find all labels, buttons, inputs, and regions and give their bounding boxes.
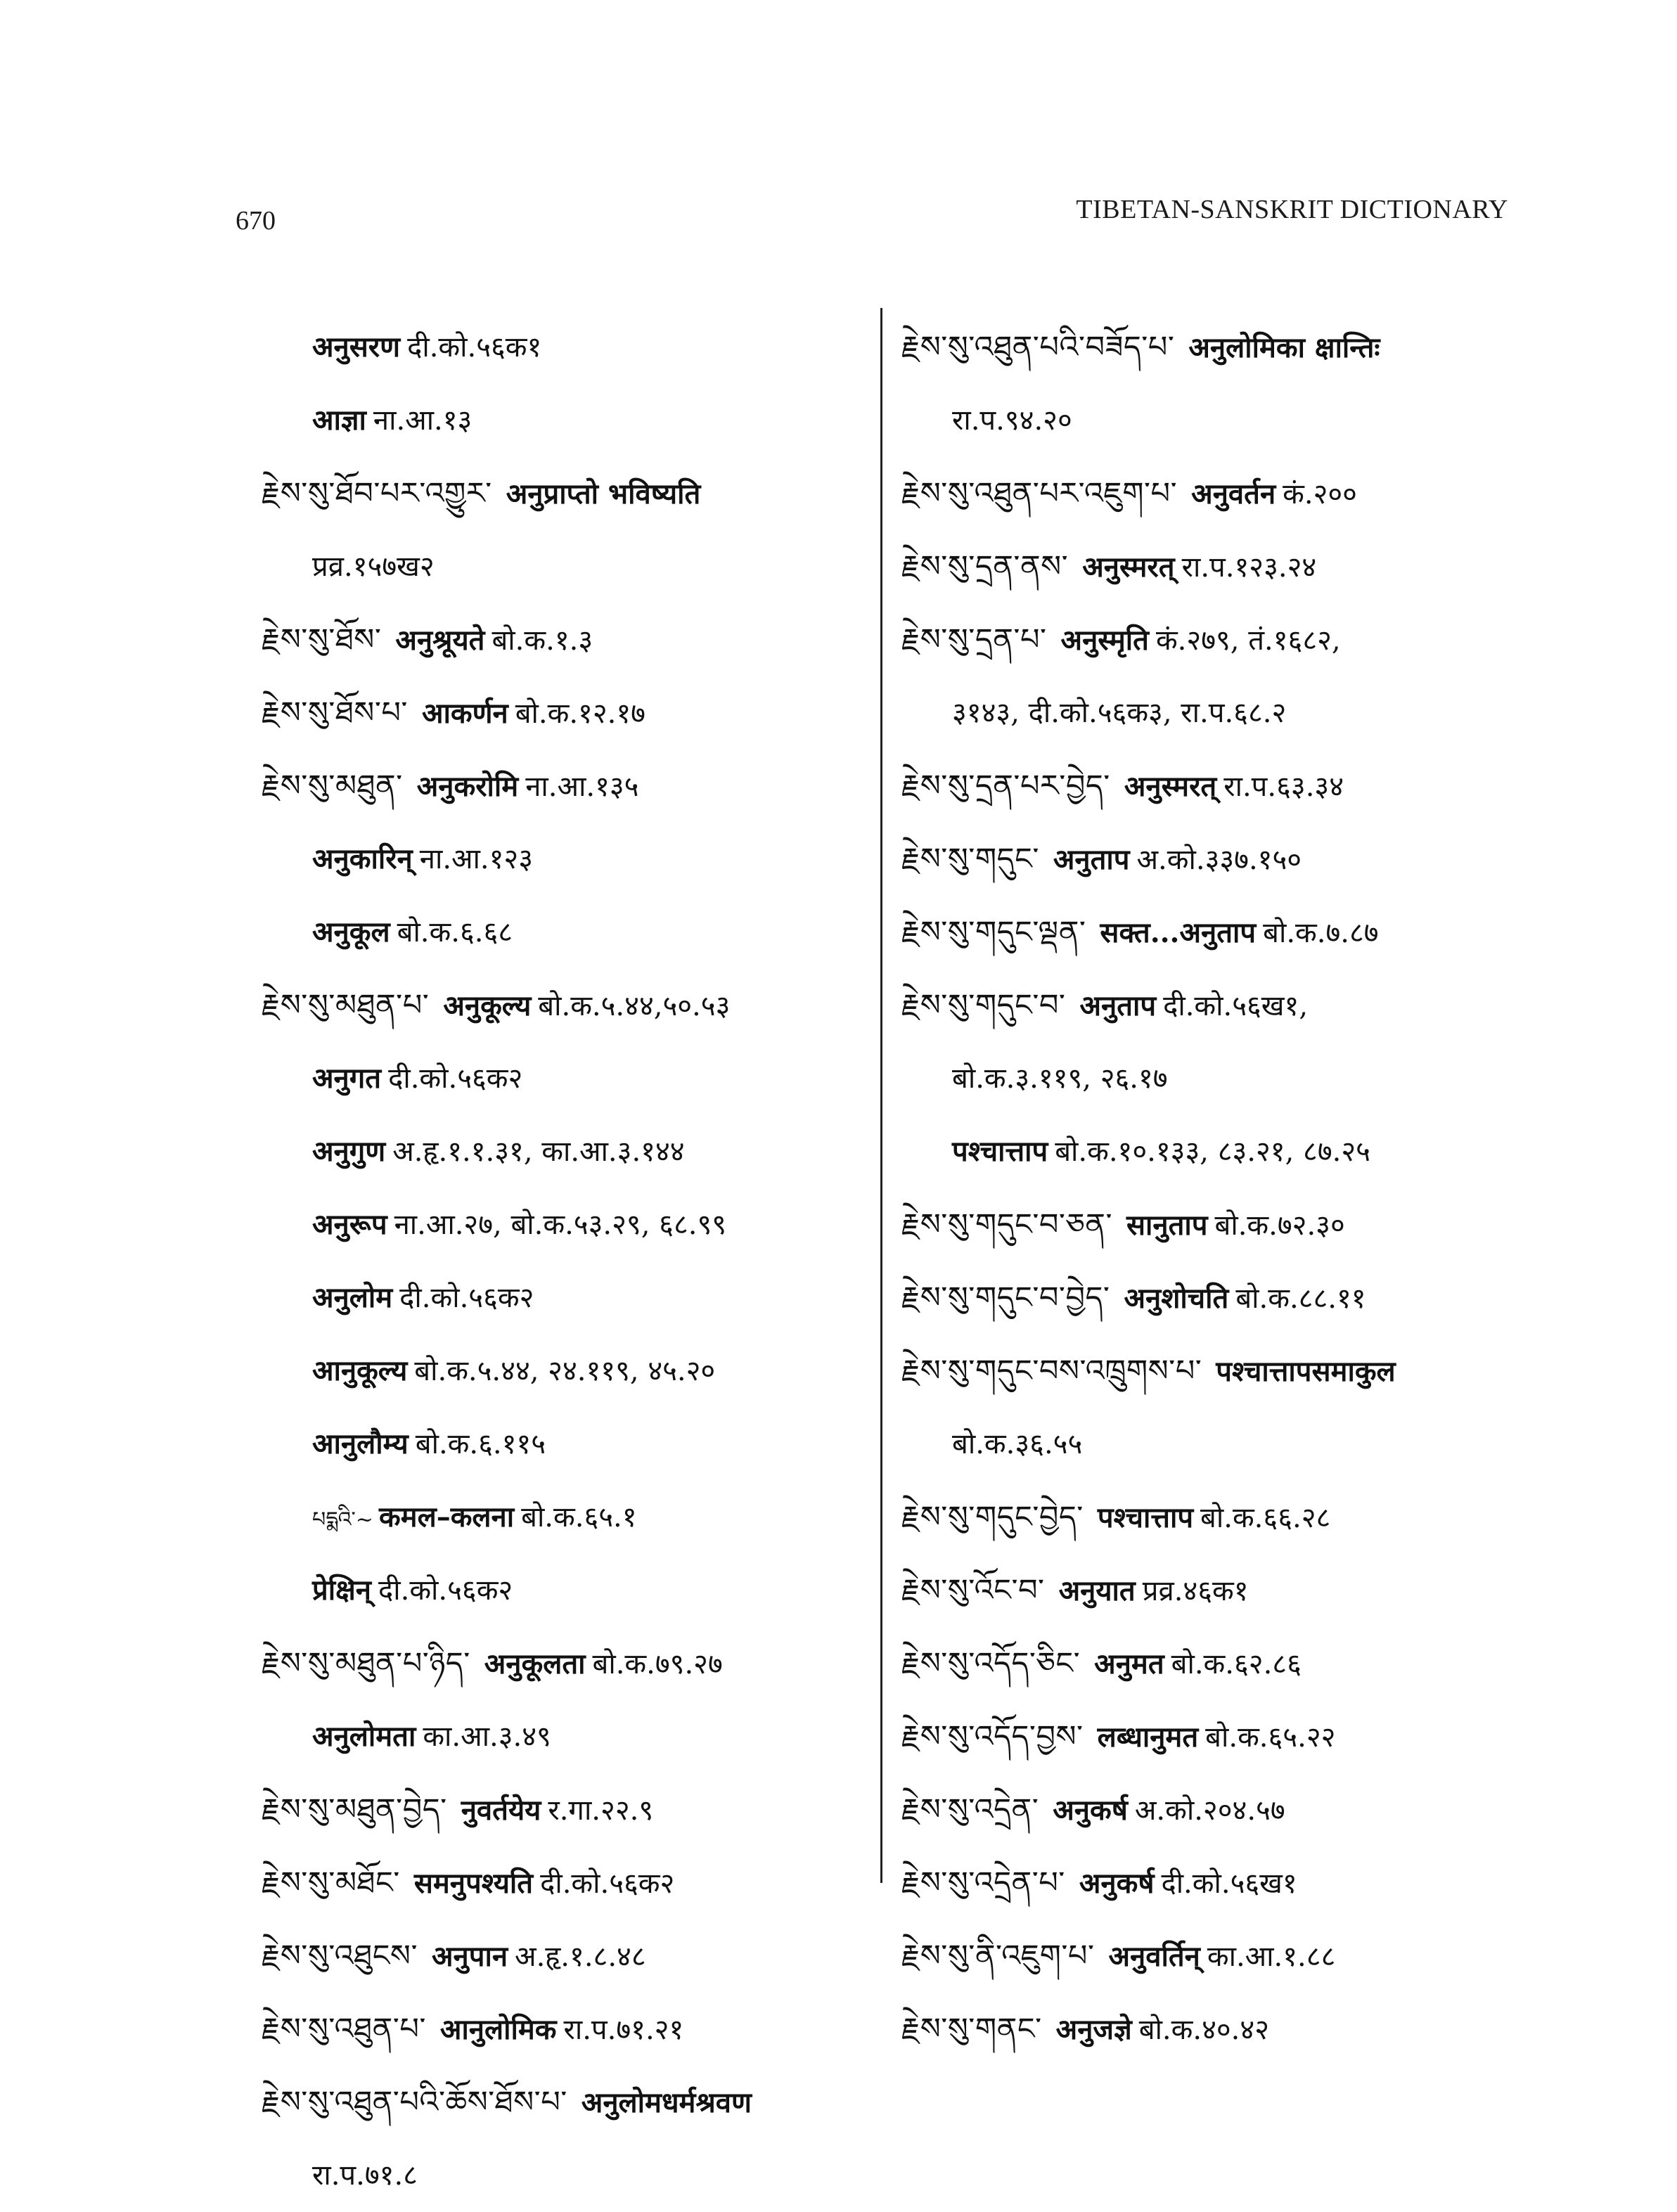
dictionary-entry <box>901 311 1534 384</box>
dictionary-entry <box>262 969 866 1042</box>
dictionary-entry <box>901 603 1534 676</box>
source-reference: प्रव्र.१५७ख२ <box>312 551 435 583</box>
tibetan-headword: རྗེས་སུ་འཐུན་པར་འཇུག་པ་ <box>901 476 1178 511</box>
sanskrit-equivalent: अनुकूल्य <box>443 989 532 1022</box>
sanskrit-equivalent: अनुमत <box>1094 1647 1164 1680</box>
dictionary-entry <box>262 603 866 676</box>
dictionary-entry <box>901 1335 1534 1408</box>
tibetan-headword: རྗེས་སུ་གདུང་ <box>901 842 1039 877</box>
tibetan-headword: རྗེས་སུ་མཐུན་བྱེད་ <box>262 1792 447 1827</box>
dictionary-entry <box>901 1554 1534 1627</box>
source-reference: बो.क.८८.११ <box>1235 1282 1366 1315</box>
sanskrit-equivalent: लब्धानुमत <box>1097 1721 1199 1754</box>
source-reference: रा.प.१२३.२४ <box>1181 551 1317 584</box>
dictionary-entry <box>262 1846 866 1920</box>
sanskrit-equivalent: अनुकूल <box>312 915 390 949</box>
source-reference: अ.को.३३७.१५० <box>1136 844 1302 876</box>
sanskrit-equivalent: आज्ञा <box>312 404 366 437</box>
sanskrit-equivalent: अनुवर्तन <box>1191 477 1276 510</box>
sanskrit-equivalent: अनुलोम <box>312 1281 393 1314</box>
dictionary-entry <box>901 1993 1534 2066</box>
sanskrit-equivalent: अनुकर्ष <box>1079 1867 1155 1900</box>
tibetan-headword: རྗེས་སུ་ནི་འཇུག་པ་ <box>901 1938 1095 1974</box>
source-reference: बो.क.६६.२८ <box>1200 1502 1331 1534</box>
page-number: 670 <box>236 206 276 236</box>
tibetan-headword: རྗེས་སུ་མཐུན་ <box>262 769 403 804</box>
source-reference: रा.प.६३.३४ <box>1223 771 1344 803</box>
source-reference: अ.हृ.१.८.४८ <box>515 1941 646 1973</box>
sanskrit-equivalent: पश्चात्ताप <box>952 1135 1048 1168</box>
column-divider <box>880 308 882 1883</box>
sanskrit-equivalent: अनुस्मरत् <box>1124 770 1217 803</box>
source-reference: बो.क.५.४४, २४.११९, ४५.२० <box>414 1355 716 1387</box>
dictionary-entry <box>901 1846 1534 1920</box>
tibetan-headword: རྗེས་སུ་གནང་ <box>901 2012 1042 2047</box>
dictionary-entry <box>262 750 866 823</box>
source-reference: बो.क.७.८७ <box>1263 917 1379 949</box>
source-reference: बो.क.१०.१३३, ८३.२१, ८७.२५ <box>1055 1136 1370 1168</box>
source-reference: रा.प.७१.२१ <box>563 2014 684 2046</box>
sanskrit-equivalent: अनुकारिन् <box>312 842 413 875</box>
tibetan-headword: རྗེས་སུ་མཐོང་ <box>262 1865 400 1901</box>
sub-entry <box>262 1335 866 1408</box>
tibetan-headword: རྗེས་སུ་འཐུན་པ་ <box>262 2012 426 2047</box>
sanskrit-equivalent: नुवर्तयेय <box>461 1794 541 1827</box>
entry-continuation <box>901 384 1534 457</box>
tibetan-prefix: པདྨའི་~ <box>312 1507 373 1532</box>
source-reference: बो.क.५.४४,५०.५३ <box>538 990 731 1022</box>
tibetan-headword: རྗེས་སུ་མཐུན་པ་ <box>262 988 430 1023</box>
sub-entry <box>262 1115 866 1188</box>
source-reference: दी.को.५६क२ <box>399 1282 534 1314</box>
tibetan-headword: རྗེས་སུ་འཐུན་པའི་ཆོས་ཐོས་པ་ <box>262 2085 567 2120</box>
source-reference: दी.को.५६क१ <box>407 331 542 364</box>
dictionary-entry <box>901 1261 1534 1335</box>
source-reference: अ.हृ.१.१.३१, का.आ.३.१४४ <box>392 1136 685 1168</box>
source-reference: अ.को.२०४.५७ <box>1134 1794 1285 1827</box>
source-reference: कं.२०० <box>1283 478 1357 510</box>
source-reference: बो.क.७९.२७ <box>592 1648 723 1680</box>
tibetan-headword: རྗེས་སུ་འདྲེན་ <box>901 1792 1039 1827</box>
tibetan-headword: རྗེས་སུ་གདུང་ལྡན་ <box>901 915 1086 950</box>
tibetan-headword: རྗེས་སུ་མཐུན་པ་ཉིད་ <box>262 1646 470 1681</box>
entry-continuation <box>901 676 1534 750</box>
sanskrit-equivalent: अनुयात <box>1058 1574 1136 1607</box>
sanskrit-equivalent: अनुगुण <box>312 1135 386 1168</box>
source-reference: बो.क.३६.५५ <box>952 1428 1083 1460</box>
sanskrit-equivalent: अनुसरण <box>312 330 401 364</box>
sanskrit-equivalent: अनुगत <box>312 1062 382 1095</box>
tibetan-headword: རྗེས་སུ་དྲན་ནས་ <box>901 549 1069 584</box>
dictionary-entry <box>901 457 1534 530</box>
sub-entry <box>262 311 866 384</box>
sanskrit-equivalent: आनुकूल्य <box>312 1354 408 1387</box>
dictionary-entry <box>901 896 1534 969</box>
entry-continuation <box>262 530 866 603</box>
dictionary-entry <box>901 1773 1534 1846</box>
sub-entry <box>901 1115 1534 1188</box>
sanskrit-equivalent: अनुस्मरत् <box>1082 551 1175 584</box>
source-reference: दी.को.५६क२ <box>378 1574 513 1607</box>
sanskrit-equivalent: समनुपश्यति <box>413 1867 534 1900</box>
dictionary-entry <box>901 1481 1534 1554</box>
source-reference: दी.को.५६क२ <box>388 1062 523 1095</box>
tibetan-headword: རྗེས་སུ་ཐོས་ <box>262 622 382 657</box>
source-reference: ना.आ.१२३ <box>419 843 534 875</box>
sub-entry <box>262 823 866 896</box>
dictionary-entry <box>262 1627 866 1700</box>
source-reference: दी.को.५६ख१ <box>1161 1867 1297 1900</box>
sanskrit-equivalent: अनुकरोमि <box>416 770 519 803</box>
sanskrit-equivalent: अनुरूप <box>312 1208 387 1241</box>
sub-entry <box>262 1261 866 1335</box>
source-reference: का.आ.३.४९ <box>423 1721 551 1753</box>
tibetan-headword: རྗེས་སུ་འདོད་ཅིང་ <box>901 1646 1081 1681</box>
tibetan-headword: རྗེས་སུ་འདོད་བྱས་ <box>901 1719 1084 1754</box>
sanskrit-equivalent: अनुप्राप्तो भविष्यति <box>506 477 701 510</box>
left-column <box>262 311 866 2212</box>
source-reference: बो.क.४०.४२ <box>1138 2014 1269 2046</box>
dictionary-entry <box>901 1188 1534 1261</box>
sanskrit-equivalent: अनुकूलता <box>484 1647 586 1680</box>
source-reference: रा.प.९४.२० <box>952 404 1072 437</box>
tibetan-headword: རྗེས་སུ་འཐུན་པའི་བཟོད་པ་ <box>901 330 1175 365</box>
sanskrit-equivalent: अनुताप <box>1053 843 1130 876</box>
dictionary-entry <box>262 1773 866 1846</box>
tibetan-headword: རྗེས་སུ་གདུང་བ་བྱེད་ <box>901 1280 1110 1316</box>
sub-entry <box>262 896 866 969</box>
tibetan-headword: རྗེས་སུ་འོང་བ་ <box>901 1573 1045 1608</box>
right-column <box>901 311 1534 2066</box>
dictionary-entry <box>901 750 1534 823</box>
sanskrit-equivalent: अनुवर्तिन् <box>1108 1940 1200 1973</box>
source-reference: र.गा.२२.९ <box>548 1794 654 1827</box>
sub-entry <box>262 1042 866 1115</box>
tibetan-headword: རྗེས་སུ་དྲན་པར་བྱེད་ <box>901 769 1110 804</box>
tibetan-headword: རྗེས་སུ་ཐོས་པ་ <box>262 695 408 731</box>
sanskrit-equivalent: अनुस्मृति <box>1060 624 1149 657</box>
source-reference: बो.क.७२.३० <box>1214 1209 1345 1242</box>
source-reference: बो.क.१.३ <box>491 624 593 657</box>
source-reference: ना.आ.१३ <box>373 404 473 437</box>
entry-continuation <box>901 1042 1534 1115</box>
sub-entry <box>262 1700 866 1773</box>
source-reference: का.आ.१.८८ <box>1207 1941 1336 1973</box>
source-reference: बो.क.१२.१७ <box>515 697 645 730</box>
sanskrit-equivalent: अनुशोचति <box>1124 1282 1229 1315</box>
dictionary-entry <box>901 1627 1534 1700</box>
tibetan-headword: རྗེས་སུ་འཐུངས་ <box>262 1938 418 1974</box>
sanskrit-equivalent: आनुलौम्य <box>312 1427 409 1460</box>
page-header <box>236 194 1508 236</box>
sanskrit-equivalent: आकर्णन <box>421 697 508 730</box>
sanskrit-equivalent: पश्चात्ताप <box>1097 1501 1194 1534</box>
source-reference: दी.को.५६ख१, <box>1163 990 1309 1022</box>
sanskrit-equivalent: अनुपान <box>431 1940 508 1973</box>
dictionary-entry <box>262 457 866 530</box>
tibetan-headword: རྗེས་སུ་གདུང་བྱེད་ <box>901 1500 1084 1535</box>
source-reference: प्रव्र.४६क१ <box>1142 1575 1249 1607</box>
sanskrit-equivalent: सक्त...अनुताप <box>1100 916 1257 949</box>
entry-continuation <box>901 1408 1534 1481</box>
source-reference: रा.प.७१.८ <box>312 2159 418 2192</box>
sub-entry <box>262 384 866 457</box>
source-reference: ना.आ.१३५ <box>525 771 639 803</box>
source-reference: बो.क.६.६८ <box>397 916 513 949</box>
dictionary-entry <box>262 676 866 750</box>
source-reference: बो.क.६२.८६ <box>1171 1648 1302 1680</box>
dictionary-entry <box>262 1920 866 1993</box>
entry-continuation <box>262 2139 866 2212</box>
tibetan-headword: རྗེས་སུ་གདུང་བ་ཅན་ <box>901 1207 1113 1242</box>
sanskrit-equivalent: प्रेक्षिन् <box>312 1574 371 1607</box>
tibetan-headword: རྗེས་སུ་གདུང་བ་ <box>901 988 1066 1023</box>
sanskrit-equivalent: अनुलोमिका क्षान्तिः <box>1188 331 1380 364</box>
sub-entry <box>262 1554 866 1627</box>
sub-entry <box>262 1408 866 1481</box>
sanskrit-equivalent: सानुताप <box>1126 1209 1208 1242</box>
sanskrit-equivalent: कमल–कलना <box>378 1500 515 1533</box>
sanskrit-equivalent: अनुश्रूयते <box>395 624 485 657</box>
source-reference: बो.क.६.११५ <box>415 1428 546 1460</box>
dictionary-entry <box>901 823 1534 896</box>
dictionary-entry <box>262 1993 866 2066</box>
sanskrit-equivalent: अनुलोमधर्मश्रवण <box>581 2086 752 2119</box>
dictionary-entry <box>901 969 1534 1042</box>
dictionary-entry <box>901 1700 1534 1773</box>
source-reference: बो.क.६५.१ <box>521 1501 637 1533</box>
tibetan-headword: རྗེས་སུ་འདྲེན་པ་ <box>901 1865 1065 1901</box>
source-reference: ३१४३, दी.को.५६क३, रा.प.६८.२ <box>952 697 1287 729</box>
sanskrit-equivalent: अनुकर्ष <box>1053 1794 1128 1827</box>
source-reference: बो.क.३.११९, २६.१७ <box>952 1062 1168 1095</box>
source-reference: बो.क.६५.२२ <box>1205 1721 1336 1754</box>
tibetan-headword: རྗེས་སུ་གདུང་བས་འཁྲུགས་པ་ <box>901 1353 1202 1389</box>
sub-entry <box>262 1188 866 1261</box>
source-reference: कं.२७९, तं.१६८२, <box>1155 624 1341 657</box>
sanskrit-equivalent: आनुलोमिक <box>439 2013 557 2046</box>
tibetan-headword: རྗེས་སུ་དྲན་པ་ <box>901 622 1047 657</box>
sanskrit-equivalent: अनुजज्ञे <box>1055 2013 1132 2046</box>
dictionary-entry <box>262 2066 866 2139</box>
source-reference: ना.आ.२७, बो.क.५३.२९, ६८.९९ <box>394 1209 727 1241</box>
tibetan-headword: རྗེས་སུ་ཐོབ་པར་འགྱུར་ <box>262 476 492 511</box>
sanskrit-equivalent: अनुलोमता <box>312 1720 416 1753</box>
source-reference: दी.को.५६क२ <box>540 1867 675 1900</box>
dictionary-entry <box>901 1920 1534 1993</box>
sanskrit-equivalent: पश्चात्तापसमाकुल <box>1216 1355 1396 1388</box>
running-head: TIBETAN-SANSKRIT DICTIONARY <box>1076 195 1508 224</box>
dictionary-entry <box>901 530 1534 603</box>
sanskrit-equivalent: अनुताप <box>1079 989 1157 1022</box>
sub-entry <box>262 1481 866 1554</box>
